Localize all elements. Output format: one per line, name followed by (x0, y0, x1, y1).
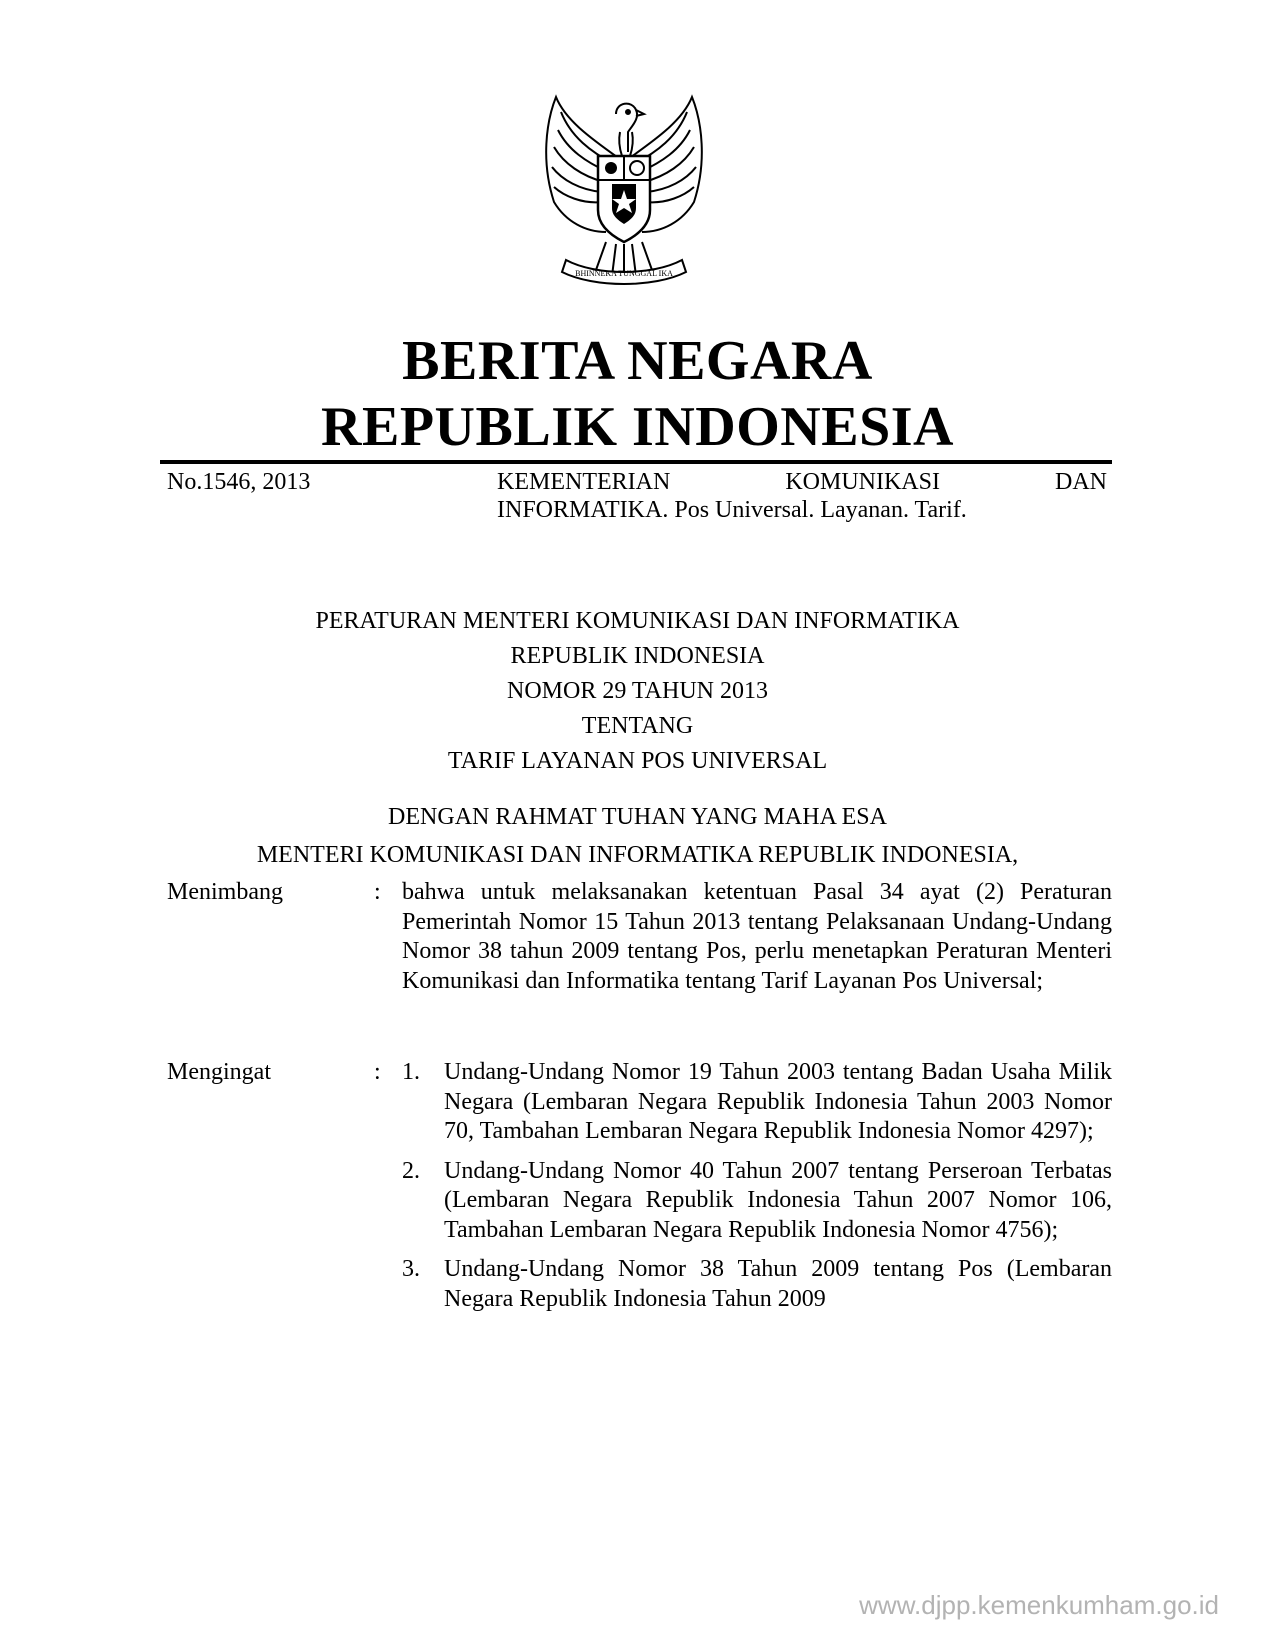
preamble-line1: DENGAN RAHMAT TUHAN YANG MAHA ESA (388, 804, 887, 830)
menimbang-colon: : (374, 879, 381, 905)
preamble-line2: MENTERI KOMUNIKASI DAN INFORMATIKA REPUBLIK INDONESIA, (256, 842, 1019, 868)
watermark-url: www.djpp.kemenkumham.go.id (859, 1590, 1219, 1620)
regulation-heading-line: PERATURAN MENTERI KOMUNIKASI DAN INFORMATIKA (315, 608, 960, 634)
regulation-heading-line: TENTANG (581, 713, 694, 739)
mengingat-colon: : (374, 1059, 381, 1085)
issue-description-word: KOMUNIKASI (785, 469, 940, 495)
mengingat-item-text: Undang-Undang Nomor 40 Tahun 2007 tentang Perseroan Terbatas (Lembaran Negara Republik Indonesia Tahun 2007 Nomor 106, Tambahan Lembaran Negara Republik Indonesia Nomor 4756); (444, 1157, 1112, 1243)
regulation-heading-line: TARIF LAYANAN POS UNIVERSAL (447, 748, 828, 774)
regulation-heading (0, 604, 1275, 779)
masthead-title-line1: BERITA NEGARA (402, 330, 873, 392)
mengingat-item (402, 1255, 1112, 1314)
regulation-heading-line: NOMOR 29 TAHUN 2013 (507, 678, 768, 704)
garuda-emblem-icon (536, 92, 712, 288)
mengingat-item-number: 1. (402, 1059, 420, 1085)
issue-description (497, 468, 1107, 524)
svg-text:BHINNEKA TUNGGAL IKA: BHINNEKA TUNGGAL IKA (575, 269, 673, 278)
issue-number: No.1546, 2013 (167, 469, 311, 495)
issue-description-word: KEMENTERIAN (497, 469, 671, 495)
issue-description-line1 (497, 468, 1107, 496)
mengingat-item (402, 1058, 1112, 1147)
issue-description-line2: INFORMATIKA. Pos Universal. Layanan. Tarif. (497, 497, 967, 523)
regulation-heading-line: REPUBLIK INDONESIA (510, 643, 765, 669)
menimbang-text: bahwa untuk melaksanakan ketentuan Pasal 34 ayat (2) Peraturan Pemerintah Nomor 15 Tahun 2013 tentang Pelaksanaan Undang-Undang Nomor 38 tahun 2009 tentang Pos, perlu menetapkan Peraturan Menteri Komunikasi dan Informatika tentang Tarif Layanan Pos Universal; (402, 879, 1112, 994)
mengingat-label: Mengingat (167, 1059, 271, 1085)
menimbang-label: Menimbang (167, 879, 283, 905)
mengingat-item-number: 2. (402, 1157, 420, 1184)
masthead-divider (160, 460, 1112, 464)
mengingat-item-text: Undang-Undang Nomor 19 Tahun 2003 tentang Badan Usaha Milik Negara (Lembaran Negara Republik Indonesia Tahun 2003 Nomor 70, Tambahan Lembaran Negara Republik Indonesia Nomor 4297); (444, 1059, 1112, 1144)
mengingat-list (402, 1058, 1112, 1314)
mengingat-item-text: Undang-Undang Nomor 38 Tahun 2009 tentang Pos (Lembaran Negara Republik Indonesia Tahun 2009 (444, 1256, 1112, 1312)
mengingat-item (402, 1157, 1112, 1246)
issue-description-word: DAN (1054, 469, 1107, 495)
mengingat-item-number: 3. (402, 1256, 420, 1282)
masthead-title-line2: REPUBLIK INDONESIA (321, 396, 954, 458)
